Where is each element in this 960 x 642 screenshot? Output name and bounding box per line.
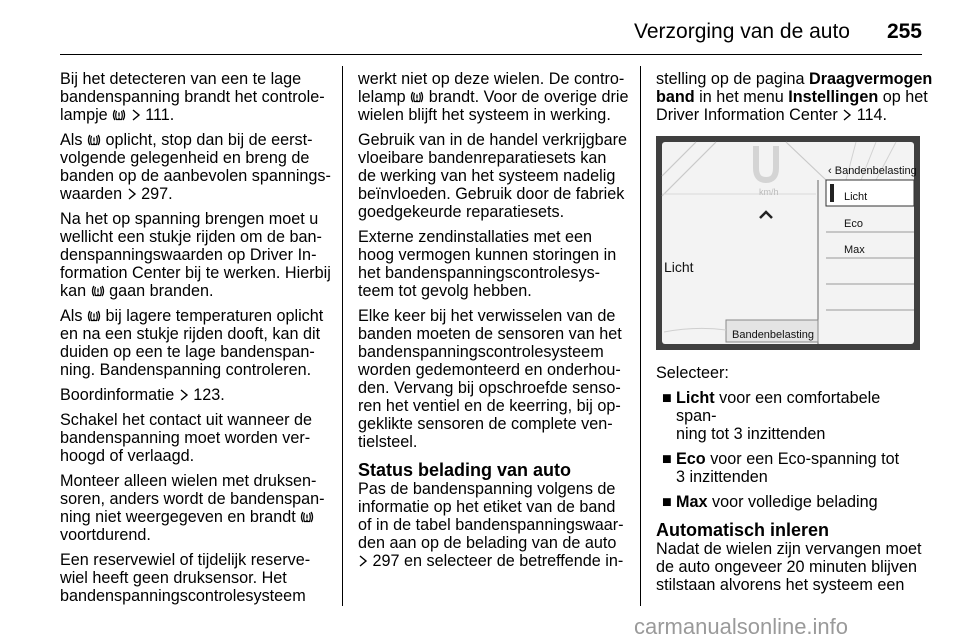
column-divider [342,66,343,606]
paragraph: stelling op de pagina Draagvermogen band in het menu Instellingen op het Driver Information Center 114. [656,70,933,124]
paragraph: Bij het detecteren van een te lage bandenspanning brandt het controle- lampje 111. [60,70,325,124]
page-reference-arrow-icon[interactable] [127,187,137,201]
column-3 [656,70,933,601]
paragraph: Elke keer bij het verwisselen van de banden moeten de sensoren van het bandenspanningscontrolesysteem worden gedemonteerd en onderhou- den. Vervang bij opschroefde senso- ren het ventiel en de keerring, bij op- geklikte sensoren de complete ven- tielsteel. [358,307,622,451]
menu-term: Draagvermogen [809,70,933,88]
speed-unit: km/h [759,187,779,197]
menu-item-eco[interactable]: Eco [844,218,863,230]
section-heading: Status belading van auto [358,460,572,480]
paragraph: Na het op spanning brengen moet u wellicht een stukje rijden om de ban- denspanningswaarden op Driver In- formation Center bij te werken. Hierbij kan gaan branden. [60,210,331,300]
tire-pressure-warning-icon [87,133,101,147]
page-reference-arrow-icon[interactable] [358,554,368,568]
menu-term: band [656,88,695,106]
page-reference-arrow-icon[interactable] [131,108,141,122]
list-item: ■ Licht voor een comfortabele span- ning tot 3 inzittenden [662,389,881,443]
paragraph: Als oplicht, stop dan bij de eerst- volgende gelegenheid en breng de banden op de aanbevolen spannings- waarden 297. [60,131,331,203]
column-2 [358,70,629,577]
paragraph: werkt niet op deze wielen. De contro- lelamp brandt. Voor de overige drie wielen blijft het systeem in werking. [358,70,629,124]
page-reference[interactable]: 111. [145,106,175,124]
page-reference[interactable]: 114. [856,106,888,124]
page-header [60,14,922,55]
paragraph: Schakel het contact uit wanneer de bandenspanning moet worden ver- hoogd of verlaagd. [60,411,312,465]
tire-pressure-warning-icon [300,510,314,524]
paragraph: Nadat de wielen zijn vervangen moet de auto ongeveer 20 minuten blijven stilstaan alvorens het systeem een [656,540,922,594]
paragraph: Monteer alleen wielen met druksen- soren, anders wordt de bandenspan- ning niet weergegeven en brandt voortdurend. [60,472,325,544]
current-setting-label: Licht [664,259,694,275]
menu-item-licht[interactable]: Licht [844,191,868,203]
list-item: ■ Max voor volledige belading [662,493,878,511]
watermark: carmanualsonline.info [634,614,849,639]
page-reference-arrow-icon[interactable] [179,388,189,402]
tire-load-button[interactable]: Bandenbelasting [732,329,814,341]
page-reference[interactable]: 297. [141,185,173,203]
page-reference[interactable]: 123. [193,386,225,404]
menu-title[interactable]: ‹ Bandenbelasting [828,165,917,177]
tire-pressure-warning-icon [410,90,424,104]
column-1 [60,70,331,612]
tire-pressure-warning-icon [91,284,105,298]
menu-term: Instellingen [788,88,879,106]
paragraph: Pas de bandenspanning volgens de informatie op het etiket van de band of in de tabel bandenspanningswaar- den aan op de belading van de auto 297 en selecteer de betreffende in- [358,480,624,570]
paragraph: Boordinformatie 123. [60,386,225,404]
page-reference-arrow-icon[interactable] [842,108,852,122]
tire-pressure-warning-icon [112,108,126,122]
paragraph: Externe zendinstallaties met een hoog vermogen kunnen storingen in het bandenspanningscontrolesys- teem tot gevolg hebben. [358,228,617,300]
menu-item-max[interactable]: Max [844,244,865,256]
section-heading: Automatisch inleren [656,520,830,540]
dashboard-display-figure [656,136,920,350]
paragraph: Selecteer: [656,364,729,382]
tire-pressure-warning-icon [87,309,101,323]
column-divider [640,66,641,606]
paragraph: Een reservewiel of tijdelijk reserve- wiel heeft geen druksensor. Het bandenspanningscontrolesysteem [60,551,311,605]
page-header-title: Verzorging van de auto [634,20,850,43]
paragraph: Gebruik van in de handel verkrijgbare vloeibare bandenreparatiesets kan de werking van het systeem nadelig beïnvloeden. Gebruik door de fabriek goedgekeurde reparatiesets. [358,131,628,221]
square-bullet-icon: ■ [662,389,672,407]
list-item: ■ Eco voor een Eco-spanning tot 3 inzittenden [662,450,900,486]
paragraph: Als bij lagere temperaturen oplicht en na een stukje rijden dooft, kan dit duiden op een te lage bandenspan- ning. Bandenspanning controleren. [60,307,324,379]
page-number: 255 [886,20,922,43]
square-bullet-icon: ■ [662,493,672,511]
square-bullet-icon: ■ [662,450,672,468]
